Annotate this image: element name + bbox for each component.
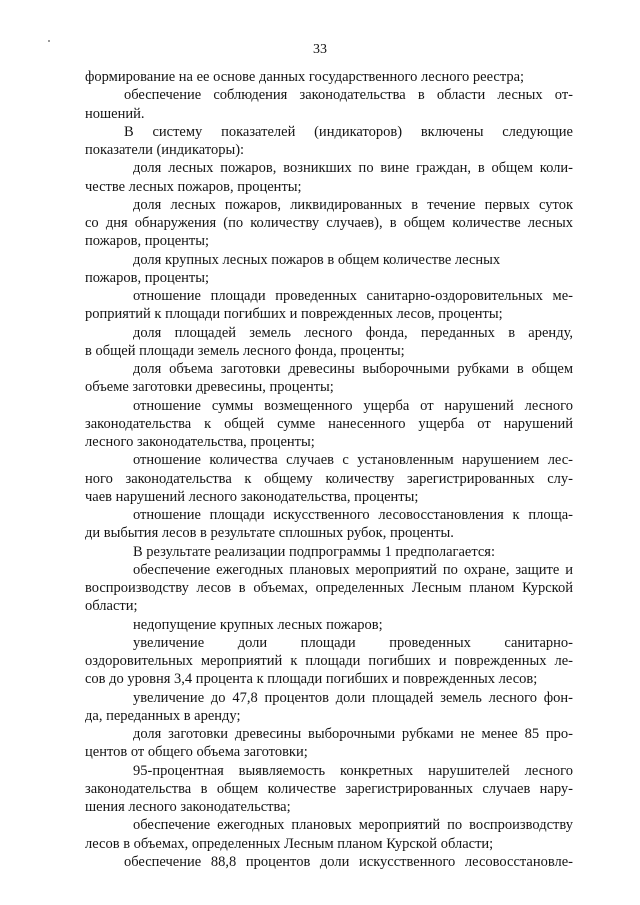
text-line: доля крупных лесных пожаров в общем количестве лесных	[133, 251, 501, 268]
text-line: доля заготовки древесины выборочными рубками не менее 85 про-	[133, 726, 573, 742]
text-line: отношение суммы возмещенного ущерба от нарушений лесного	[133, 397, 573, 414]
page-number: 33	[313, 42, 327, 57]
text-line: 95-процентная выявляемость конкретных нарушителей лесного	[133, 762, 573, 779]
text-line: увеличение доли площади проведенных санитарно-	[133, 634, 573, 651]
page-body	[85, 68, 573, 871]
text-line: честве лесных пожаров, проценты;	[85, 178, 302, 195]
text-line: законодательства к общей сумме нанесенного ущерба от нарушений	[85, 415, 573, 432]
text-line: да, переданных в аренду;	[85, 707, 241, 724]
text-line: оздоровительных мероприятий к площади погибших и поврежденных ле-	[85, 653, 573, 669]
text-line: ди выбытия лесов в результате сплошных рубок, проценты.	[85, 525, 454, 542]
text-line: области;	[85, 598, 138, 615]
text-line: увеличение до 47,8 процентов доли площадей земель лесного фон-	[133, 689, 573, 706]
text-line: чаев нарушений лесного законодательства, проценты;	[85, 488, 419, 505]
text-line: формирование на ее основе данных государственного лесного реестра;	[85, 69, 525, 85]
text-line: ного законодательства к общему количеству зарегистрированных слу-	[85, 470, 573, 487]
text-line: сов до уровня 3,4 процента к площади погибших и поврежденных лесов;	[85, 671, 538, 688]
text-line: обеспечение ежегодных плановых мероприятий по воспроизводству	[133, 817, 573, 834]
text-line: законодательства в общем количестве зарегистрированных случаев нару-	[85, 780, 573, 797]
text-line: пожаров, проценты;	[85, 233, 210, 250]
text-line: лесов в объемах, определенных Лесным планом Курской области;	[85, 835, 494, 852]
text-line: доля объема заготовки древесины выборочными рубками в общем	[133, 361, 573, 377]
text-line: обеспечение ежегодных плановых мероприятий по охране, защите и	[133, 561, 573, 578]
text-line: доля лесных пожаров, ликвидированных в течение первых суток	[133, 196, 573, 213]
text-line: объеме заготовки древесины, проценты;	[85, 379, 334, 396]
text-line: пожаров, проценты;	[85, 269, 210, 286]
text-line: со дня обнаружения (по количеству случаев), в общем количестве лесных	[85, 215, 573, 231]
text-line: доля лесных пожаров, возникших по вине граждан, в общем коли-	[133, 160, 573, 177]
text-line: ношений.	[85, 105, 145, 122]
text-line: шения лесного законодательства;	[85, 799, 291, 815]
text-line: В систему показателей (индикаторов) включены следующие	[124, 123, 573, 140]
text-line: воспроизводству лесов в объемах, определенных Лесным планом Курской	[85, 580, 573, 596]
text-line: центов от общего объема заготовки;	[85, 744, 308, 761]
text-line: обеспечение соблюдения законодательства в области лесных от-	[124, 87, 573, 104]
text-line: недопущение крупных лесных пожаров;	[133, 616, 383, 633]
text-line: роприятий к площади погибших и поврежденных лесов, проценты;	[85, 306, 503, 323]
text-line: лесного законодательства, проценты;	[85, 434, 315, 450]
text-line: доля площадей земель лесного фонда, переданных в аренду,	[133, 324, 573, 341]
text-line: отношение количества случаев с установленным нарушением лес-	[133, 452, 573, 469]
text-line: отношение площади проведенных санитарно-оздоровительных ме-	[133, 288, 573, 304]
text-line: В результате реализации подпрограммы 1 предполагается:	[133, 543, 495, 560]
text-line: отношение площади искусственного лесовосстановления к площа-	[133, 507, 573, 523]
text-line: показатели (индикаторы):	[85, 142, 245, 158]
text-line: в общей площади земель лесного фонда, проценты;	[85, 342, 405, 359]
text-line: обеспечение 88,8 процентов доли искусственного лесовосстановле-	[124, 853, 573, 870]
